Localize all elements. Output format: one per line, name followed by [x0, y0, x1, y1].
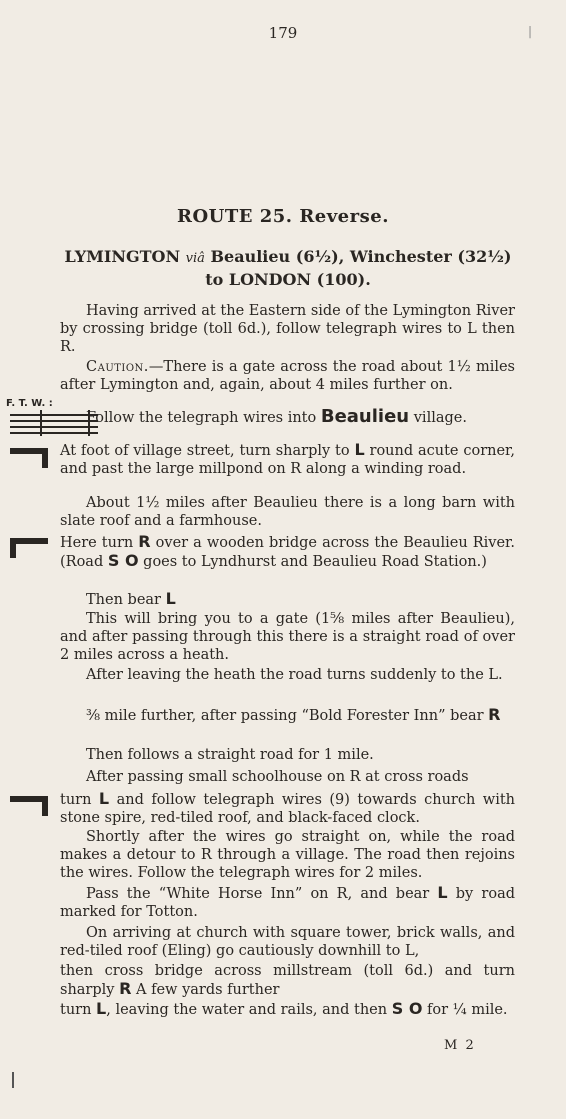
paragraph-eling-church: On arriving at church with square tower, brick walls, and red-tiled roof (Eling) go cautiously downhill to L, [60, 925, 515, 959]
page-number: 179 [268, 24, 298, 42]
caution-label: Caution. [86, 359, 149, 375]
straight-on-icon: S O [107, 551, 139, 570]
place-beaulieu: Beaulieu [320, 406, 410, 427]
straight-on-icon: S O [391, 999, 423, 1018]
direction-r-icon: R [488, 705, 501, 724]
paragraph-intro: Having arrived at the Eastern side of the Lymington River by crossing bridge (toll 6d.), follow telegraph wires to L then R. [60, 303, 515, 355]
paragraph-detour: Shortly after the wires go straight on, while the road makes a detour to R through a village. The road then rejoins the wires. Follow the telegraph wires for 2 miles. [60, 829, 515, 881]
route-waypoints: Beaulieu (6½), Winchester (32½) [204, 247, 512, 266]
paragraph-telegraph: Follow the telegraph wires into Beaulieu village. [86, 406, 467, 427]
ftw-label: F. T. W. : [6, 398, 53, 409]
paragraph-final: turn L, leaving the water and rails, and then S O for ¼ mile. [60, 999, 508, 1018]
route-origin: LYMINGTON [64, 247, 186, 266]
direction-l-icon: L [165, 589, 176, 608]
paragraph-barn: About 1½ miles after Beaulieu there is a long barn with slate roof and a farmhouse. [60, 495, 515, 529]
paragraph-bold-forester: ⅜ mile further, after passing “Bold Forester Inn” bear R [86, 705, 501, 724]
signature-mark: M 2 [444, 1038, 476, 1053]
paragraph-caution: Caution.—There is a gate across the road about 1½ miles after Lymington and, again, about 4 miles further on. [60, 359, 515, 393]
route-via: viâ [185, 251, 205, 266]
paragraph-gate: This will bring you to a gate (1⅝ miles after Beaulieu), and after passing through this there is a straight road of over 2 miles across a heath. [60, 611, 515, 663]
corner-mark: | [528, 24, 533, 38]
paragraph-millstream: then cross bridge across millstream (toll 6d.) and turn sharply R A few yards further [60, 963, 515, 998]
paragraph-bridge: Here turn R over a wooden bridge across the Beaulieu River. (Road S O goes to Lyndhurst and Beaulieu Road Station.) [60, 532, 515, 570]
paragraph-schoolhouse: After passing small schoolhouse on R at cross roads [86, 769, 469, 785]
margin-mark [12, 1072, 14, 1088]
route-subtitle [50, 246, 526, 290]
paragraph-heath: After leaving the heath the road turns suddenly to the L. [86, 667, 503, 683]
paragraph-village-street: At foot of village street, turn sharply to L round acute corner, and past the large millpond on R along a winding road. [60, 440, 516, 477]
route-title: ROUTE 25. Reverse. [177, 206, 389, 227]
route-destination: to LONDON (100). [205, 270, 371, 289]
paragraph-church-spire: turn L and follow telegraph wires (9) towards church with stone spire, red-tiled roof, and black-faced clock. [60, 789, 516, 826]
turn-left-sign-icon [10, 448, 50, 470]
direction-l-icon: L [98, 789, 110, 808]
direction-l-icon: L [354, 440, 365, 459]
direction-l-icon: L [437, 883, 448, 902]
direction-r-icon: R [119, 979, 132, 998]
direction-l-icon: L [96, 999, 107, 1018]
direction-r-icon: R [138, 532, 151, 551]
paragraph-white-horse: Pass the “White Horse Inn” on R, and bear L by road marked for Totton. [60, 883, 515, 920]
turn-left-sign-icon [10, 796, 50, 818]
telegraph-wires-icon [10, 410, 98, 436]
paragraph-bear-left: Then bear L [86, 589, 176, 608]
turn-right-sign-icon [10, 538, 50, 560]
paragraph-straight-road: Then follows a straight road for 1 mile. [86, 747, 374, 763]
